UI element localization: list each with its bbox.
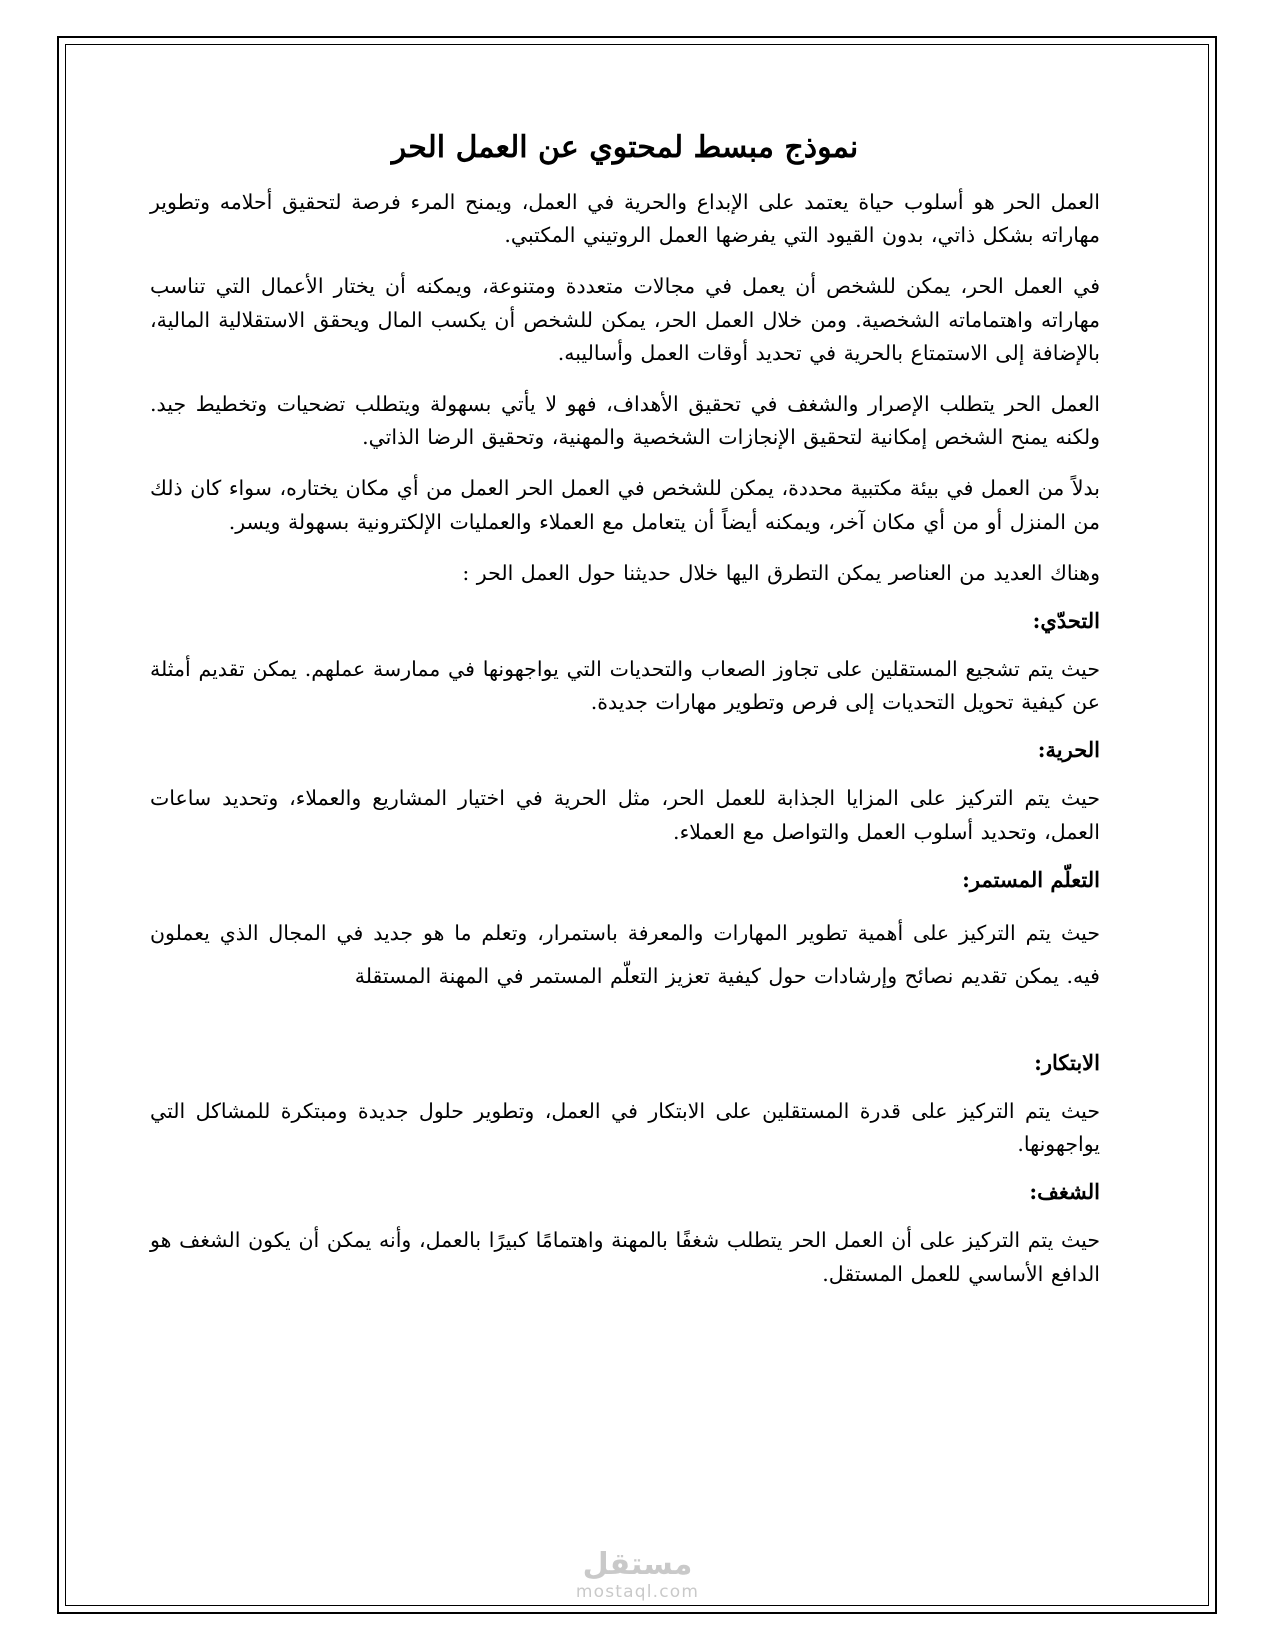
section-heading-challenge: التحدّي:: [1032, 608, 1100, 634]
intro-paragraph-1: العمل الحر هو أسلوب حياة يعتمد على الإبداع والحرية في العمل، ويمنح المرء فرصة لتحقيق أحلامه وتطوير مهاراته بشكل ذاتي، بدون القيود التي يفرضها العمل الروتيني المكتبي.: [150, 190, 1100, 248]
section-heading-innovation: الابتكار:: [1034, 1049, 1100, 1075]
page-title: نموذج مبسط لمحتوي عن العمل الحر: [391, 130, 859, 165]
section-heading-passion: الشغف:: [1029, 1179, 1100, 1205]
watermark-url: mostaql.com: [575, 1582, 700, 1602]
watermark-logo: مستقل: [582, 1547, 693, 1582]
section-body-freedom: حيث يتم التركيز على المزايا الجذابة للعمل الحر، مثل الحرية في اختيار المشاريع والعملاء، وتحديد ساعات العمل، وتحديد أسلوب العمل والتواصل مع العملاء.: [150, 786, 1100, 844]
section-heading-freedom: الحرية:: [1037, 737, 1100, 763]
intro-paragraph-2: في العمل الحر، يمكن للشخص أن يعمل في مجالات متعددة ومتنوعة، ويمكنه أن يختار الأعمال التي تناسب مهاراته واهتماماته الشخصية. ومن خلال العمل الحر، يمكن للشخص أن يكسب المال ويحقق الاستقلالية المالية، بالإضافة إلى الاستمتاع بالحرية في تحديد أوقات العمل وأساليبه.: [150, 274, 1100, 365]
section-body-challenge: حيث يتم تشجيع المستقلين على تجاوز الصعاب والتحديات التي يواجهونها في ممارسة عملهم. يمكن تقديم أمثلة عن كيفية تحويل التحديات إلى فرص وتطوير مهارات جديدة.: [150, 657, 1100, 715]
section-heading-continuous-learning: التعلّم المستمر:: [962, 866, 1100, 892]
section-body-continuous-learning: حيث يتم التركيز على أهمية تطوير المهارات والمعرفة باستمرار، وتعلم ما هو جديد في المجال الذي يعملون فيه. يمكن تقديم نصائح وإرشادات حول كيفية تعزيز التعلّم المستمر في المهنة المستقلة: [150, 920, 1100, 988]
section-body-innovation: حيث يتم التركيز على قدرة المستقلين على الابتكار في العمل، وتطوير حلول جديدة ومبتكرة للمشاكل التي يواجهونها.: [150, 1098, 1100, 1157]
intro-paragraph-4: بدلاً من العمل في بيئة مكتبية محددة، يمكن للشخص في العمل الحر العمل من أي مكان يختاره، سواء كان ذلك من المنزل أو من أي مكان آخر، ويمكنه أيضاً أن يتعامل مع العملاء والعمليات الإلكترونية بسهولة ويسر.: [150, 476, 1100, 534]
document-content: [150, 125, 1100, 1309]
intro-paragraph-5: وهناك العديد من العناصر يمكن التطرق اليها خلال حديثنا حول العمل الحر :: [462, 560, 1100, 585]
watermark: [0, 1547, 1275, 1602]
section-body-passion: حيث يتم التركيز على أن العمل الحر يتطلب شغفًا بالمهنة واهتمامًا كبيرًا بالعمل، وأنه يمكن أن يكون الشغف هو الدافع الأساسي للعمل المستقل.: [150, 1228, 1100, 1286]
section-spacer: [150, 1016, 1100, 1046]
intro-paragraph-3: العمل الحر يتطلب الإصرار والشغف في تحقيق الأهداف، فهو لا يأتي بسهولة ويتطلب تضحيات وتخطيط جيد. ولكنه يمنح الشخص إمكانية لتحقيق الإنجازات الشخصية والمهنية، وتحقيق الرضا الذاتي.: [150, 392, 1100, 450]
